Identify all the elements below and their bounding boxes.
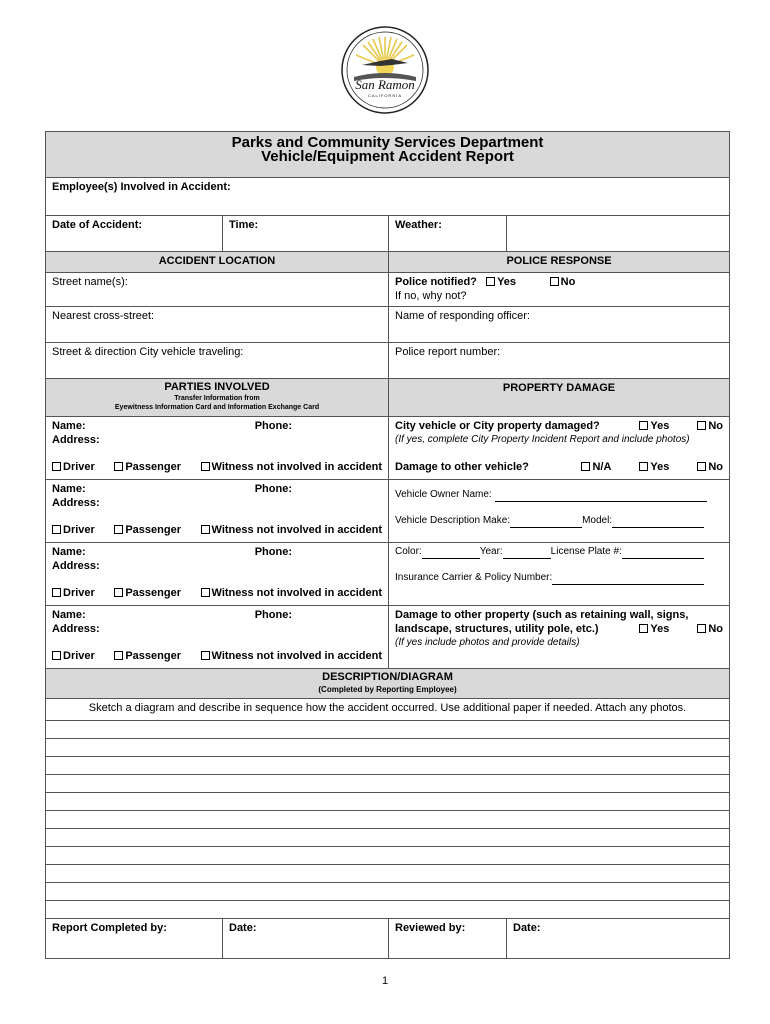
party-name-label: Name:: [52, 420, 86, 432]
party-3: Name: Phone: Address: Driver Passenger Witness not involved in accident: [46, 543, 389, 606]
description-line[interactable]: [46, 883, 730, 901]
other-property-label-1: Damage to other property (such as retaining wall, signs,: [395, 609, 689, 621]
date-of-accident-field[interactable]: [46, 216, 223, 252]
other-property-note: (If yes include photos and provide details): [395, 637, 580, 648]
party2-passenger-checkbox[interactable]: [114, 525, 123, 534]
police-notified-field: [389, 273, 730, 307]
city-damage-note: (If yes, complete City Property Incident Report and include photos): [395, 434, 690, 445]
completed-date-label: Date:: [229, 922, 257, 934]
responding-officer-field[interactable]: [389, 307, 730, 343]
vehicle-no-checkbox[interactable]: [697, 462, 706, 471]
accident-report-form: [45, 131, 730, 959]
other-property-label-2: landscape, structures, utility pole, etc.): [395, 623, 599, 635]
description-line[interactable]: [46, 793, 730, 811]
vehicle-owner-make-field[interactable]: [389, 480, 730, 543]
party4-passenger-checkbox[interactable]: [114, 651, 123, 660]
description-line[interactable]: [46, 829, 730, 847]
party3-driver-checkbox[interactable]: [52, 588, 61, 597]
reviewed-date-label: Date:: [513, 922, 541, 934]
insurance-label: Insurance Carrier & Policy Number:: [395, 572, 553, 583]
description-line[interactable]: [46, 739, 730, 757]
other-property-damage-field: Damage to other property (such as retaining wall, signs, landscape, structures, utility pole, etc.) Yes No (If yes include photos and provide details): [389, 606, 730, 669]
weather-value-field[interactable]: [507, 216, 730, 252]
accident-location-heading: ACCIDENT LOCATION: [46, 252, 389, 273]
police-no-checkbox[interactable]: [550, 277, 559, 286]
party-address-label: Address:: [52, 434, 100, 446]
party-phone-label: Phone:: [254, 420, 292, 432]
why-not-label: If no, why not?: [395, 290, 467, 302]
party2-driver-checkbox[interactable]: [52, 525, 61, 534]
police-yes-checkbox[interactable]: [486, 277, 495, 286]
employee-involved-label: Employee(s) Involved in Accident:: [52, 181, 231, 193]
report-completed-by-field[interactable]: [46, 919, 223, 959]
report-title: Vehicle/Equipment Accident Report: [261, 148, 514, 165]
logo-subtext: CALIFORNIA: [367, 93, 403, 98]
logo-text: San Ramon: [355, 77, 415, 92]
vehicle-color-insurance-field[interactable]: [389, 543, 730, 606]
vehicle-yes-checkbox[interactable]: [639, 462, 648, 471]
vehicle-owner-label: Vehicle Owner Name:: [395, 489, 492, 500]
weather-field[interactable]: [389, 216, 507, 252]
city-damage-field: City vehicle or City property damaged? Yes No (If yes, complete City Property Incident Report and include photos) Damage to other vehicle? N/A Yes No: [389, 417, 730, 480]
direction-traveling-field[interactable]: [46, 343, 389, 379]
direction-traveling-label: Street & direction City vehicle traveling:: [52, 346, 244, 358]
party4-driver-checkbox[interactable]: [52, 651, 61, 660]
description-instructions: Sketch a diagram and describe in sequence how the accident occurred. Use additional paper if needed. Attach any photos.: [46, 699, 730, 721]
city-yes-checkbox[interactable]: [639, 421, 648, 430]
description-line[interactable]: [46, 847, 730, 865]
party3-witness-checkbox[interactable]: [201, 588, 210, 597]
form-title: [46, 132, 730, 178]
police-report-number-field[interactable]: [389, 343, 730, 379]
property-yes-checkbox[interactable]: [639, 624, 648, 633]
time-label: Time:: [229, 219, 259, 231]
weather-label: Weather:: [395, 219, 442, 231]
license-plate-label: License Plate #:: [550, 546, 622, 557]
party4-witness-checkbox[interactable]: [201, 651, 210, 660]
description-line[interactable]: [46, 775, 730, 793]
police-response-heading: POLICE RESPONSE: [389, 252, 730, 273]
party-2: Name: Phone: Address: Driver Passenger Witness not involved in accident: [46, 480, 389, 543]
vehicle-make-label: Vehicle Description Make:: [395, 515, 511, 526]
city-logo-seal: [340, 25, 430, 115]
description-line[interactable]: [46, 865, 730, 883]
street-names-label: Street name(s):: [52, 276, 128, 288]
street-names-field[interactable]: [46, 273, 389, 307]
reviewed-date-field[interactable]: [507, 919, 730, 959]
party-4: Name: Phone: Address: Driver Passenger Witness not involved in accident: [46, 606, 389, 669]
reviewed-by-label: Reviewed by:: [395, 922, 466, 934]
party-1: Name: Phone: Address: Driver Passenger Witness not involved in accident: [46, 417, 389, 480]
description-line[interactable]: [46, 811, 730, 829]
property-no-checkbox[interactable]: [697, 624, 706, 633]
description-sub: (Completed by Reporting Employee): [318, 685, 457, 694]
party1-passenger-checkbox[interactable]: [114, 462, 123, 471]
department-title: Parks and Community Services Department: [231, 134, 544, 151]
cross-street-label: Nearest cross-street:: [52, 310, 155, 322]
description-line[interactable]: [46, 901, 730, 919]
responding-officer-label: Name of responding officer:: [395, 310, 530, 322]
cross-street-field[interactable]: [46, 307, 389, 343]
vehicle-year-label: Year:: [479, 546, 503, 557]
party2-witness-checkbox[interactable]: [201, 525, 210, 534]
description-line[interactable]: [46, 757, 730, 775]
date-of-accident-label: Date of Accident:: [52, 219, 143, 231]
description-diagram-heading: DESCRIPTION/DIAGRAM (Completed by Reporting Employee): [46, 669, 730, 699]
police-notified-label: Police notified?: [395, 276, 477, 288]
time-field[interactable]: [223, 216, 389, 252]
police-yes-label: Yes: [497, 276, 517, 288]
reviewed-by-field[interactable]: [389, 919, 507, 959]
party3-passenger-checkbox[interactable]: [114, 588, 123, 597]
parties-sub2: Eyewitness Information Card and Information Exchange Card: [114, 404, 320, 411]
property-damage-heading: PROPERTY DAMAGE: [389, 379, 730, 417]
completed-date-field[interactable]: [223, 919, 389, 959]
party1-witness-checkbox[interactable]: [201, 462, 210, 471]
parties-involved-heading: PARTIES INVOLVED Transfer Information from Eyewitness Information Card and Information Exchange Card: [46, 379, 389, 417]
page-number: 1: [381, 975, 389, 987]
party1-driver-checkbox[interactable]: [52, 462, 61, 471]
parties-sub1: Transfer Information from: [174, 395, 260, 402]
city-damaged-label: City vehicle or City property damaged?: [395, 420, 600, 432]
other-vehicle-label: Damage to other vehicle?: [395, 461, 529, 473]
police-report-number-label: Police report number:: [395, 346, 501, 358]
employee-involved-field[interactable]: [46, 178, 730, 216]
description-line[interactable]: [46, 721, 730, 739]
vehicle-color-label: Color:: [395, 546, 422, 557]
police-no-label: No: [560, 276, 576, 288]
vehicle-na-checkbox[interactable]: [581, 462, 590, 471]
report-completed-by-label: Report Completed by:: [52, 922, 167, 934]
vehicle-model-label: Model:: [582, 515, 613, 526]
city-no-checkbox[interactable]: [697, 421, 706, 430]
